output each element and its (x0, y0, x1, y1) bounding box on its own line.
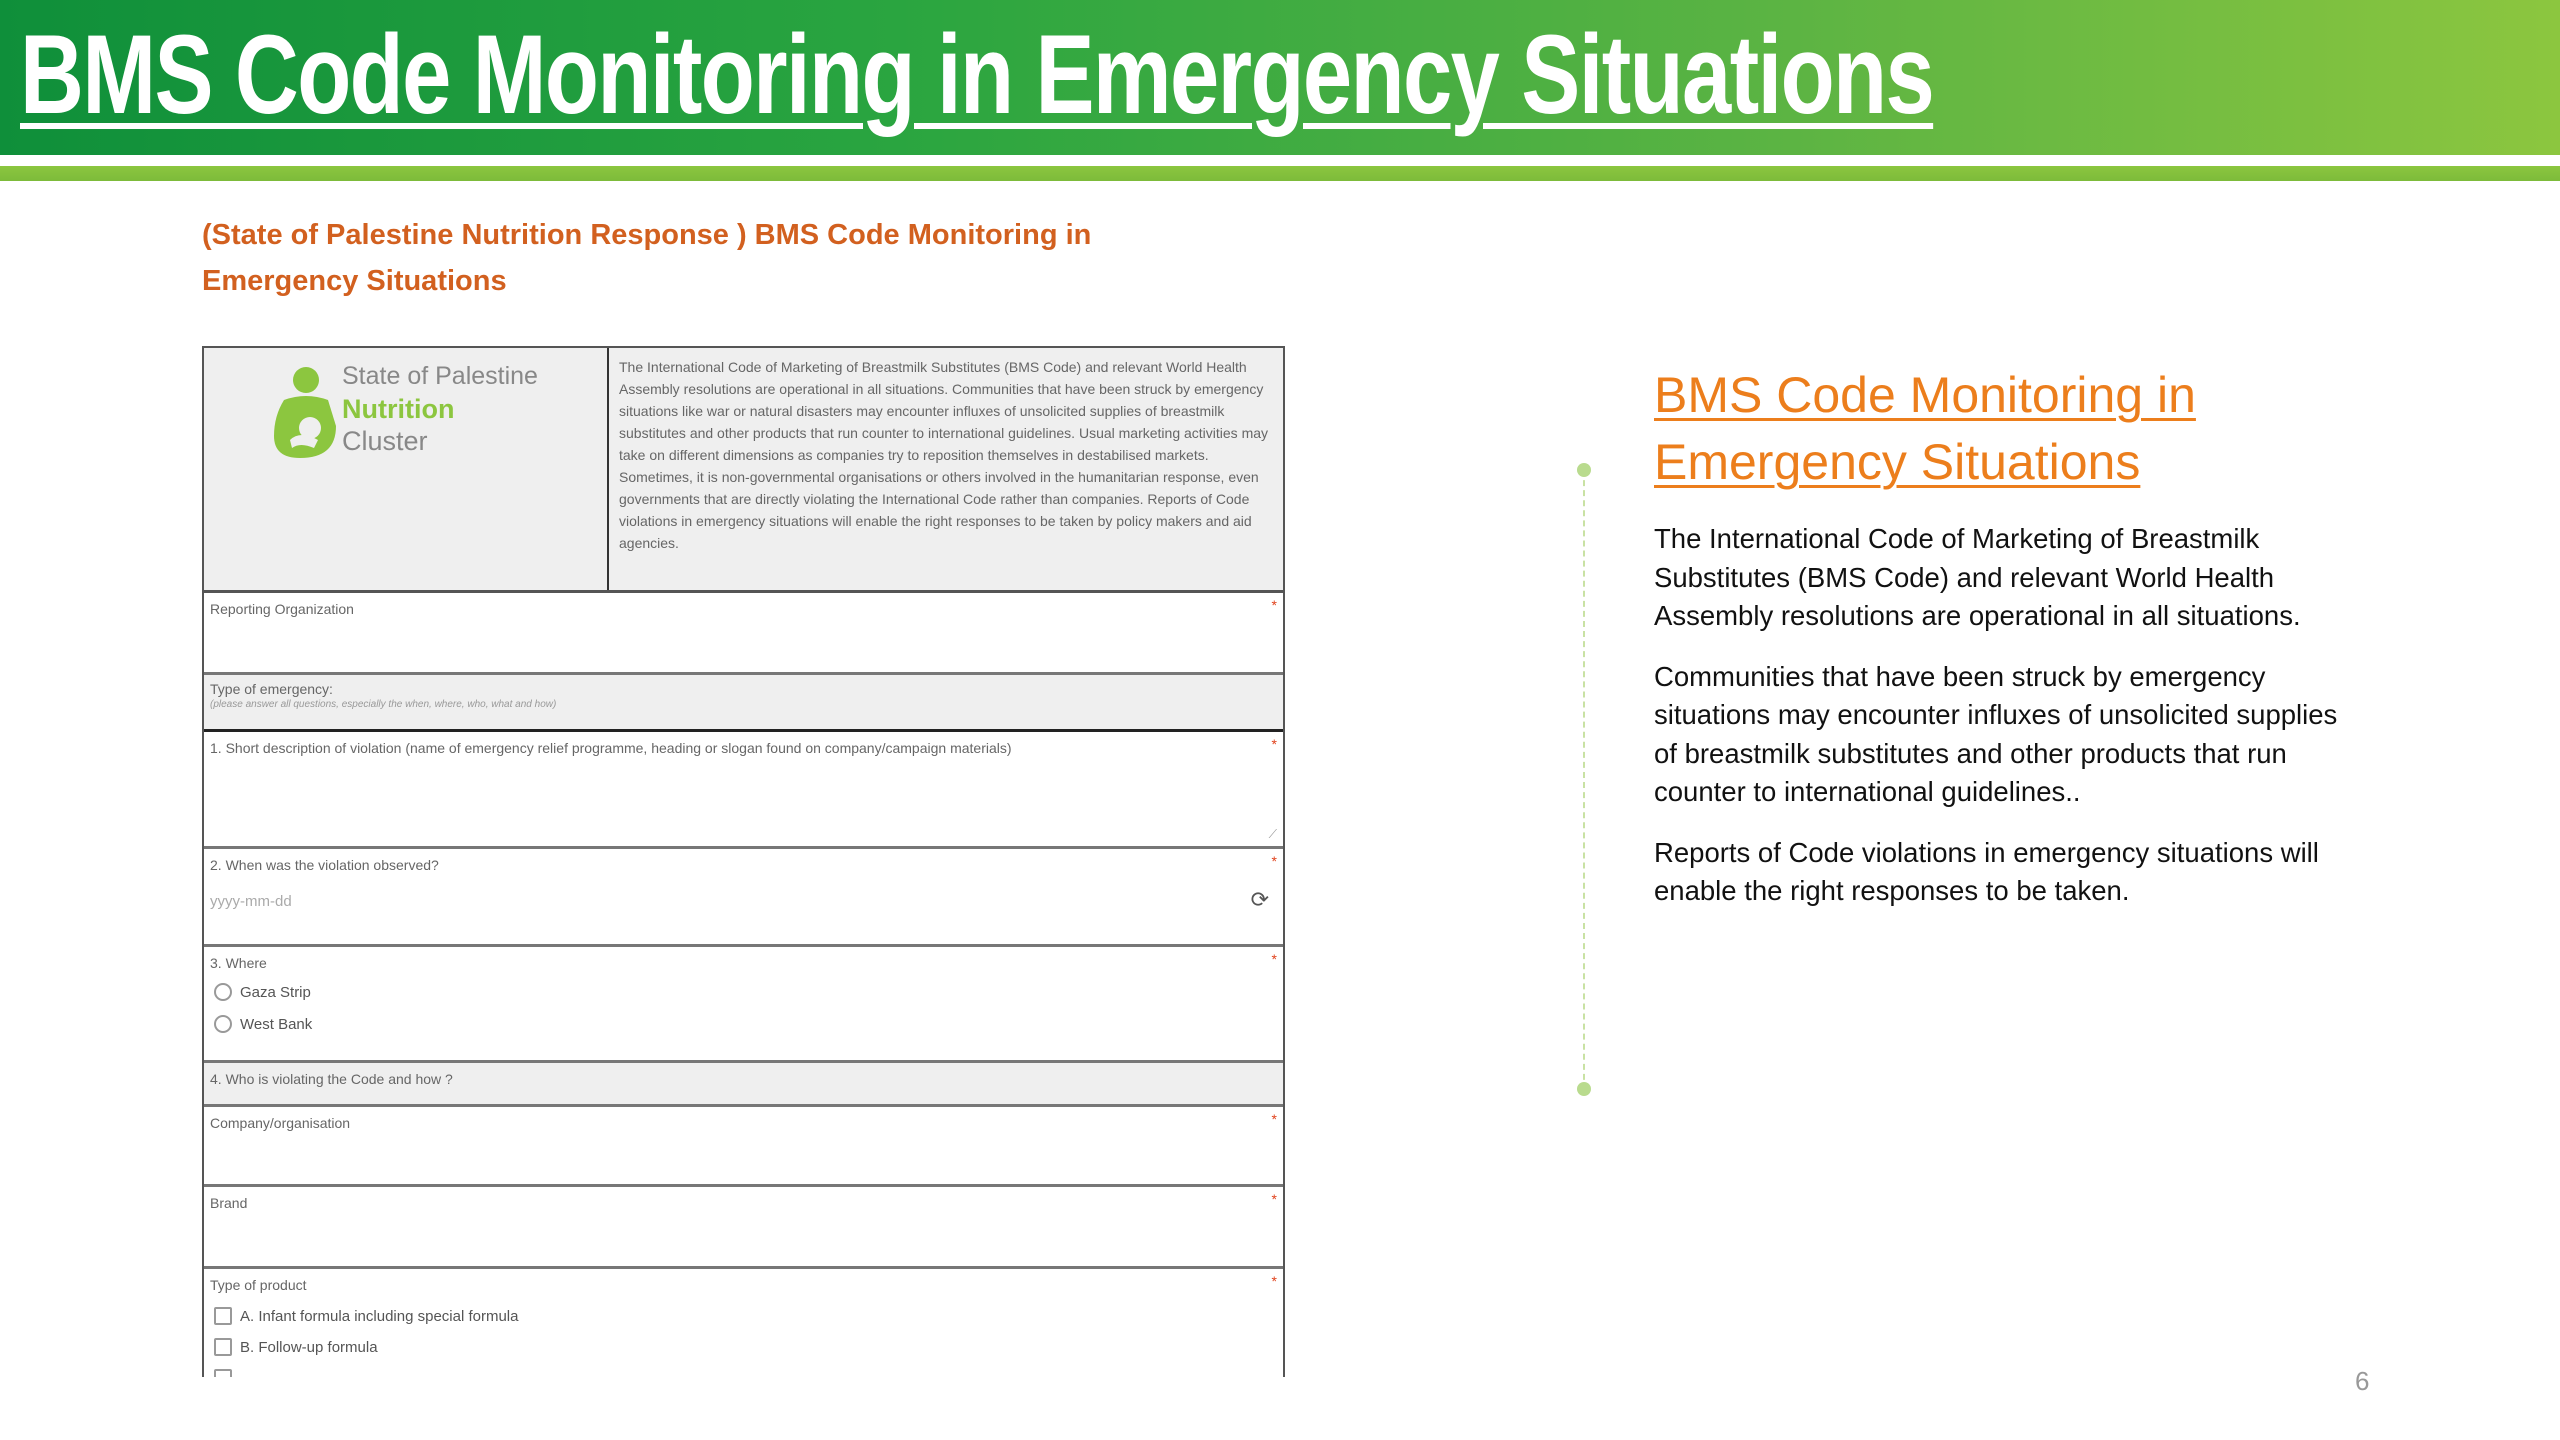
resize-handle-icon[interactable]: ⟋ (1268, 827, 1277, 841)
emergency-type-section (204, 675, 1283, 732)
reporting-organization-field[interactable] (204, 593, 1283, 675)
required-marker: * (1271, 597, 1277, 613)
option-label: Gaza Strip (240, 983, 311, 1001)
product-type-field (204, 1269, 1283, 1377)
required-marker: * (1271, 1111, 1277, 1127)
section-hint: (please answer all questions, especially the when, where, who, what and how) (210, 699, 557, 710)
field-label: 1. Short description of violation (name of emergency relief programme, heading or slogan found on company/campaign materials) (210, 740, 1012, 756)
checkbox-partial[interactable] (214, 1369, 232, 1377)
monitoring-form-screenshot (202, 346, 1285, 1377)
logo-text: Cluster (342, 426, 428, 456)
section-body (1654, 520, 2344, 933)
section-label: 4. Who is violating the Code and how ? (210, 1071, 453, 1087)
section-heading: BMS Code Monitoring in Emergency Situations (1654, 367, 2196, 490)
company-field[interactable] (204, 1107, 1283, 1187)
violation-description-textarea[interactable] (204, 732, 1283, 849)
timeline-dot (1577, 1082, 1591, 1096)
refresh-icon[interactable]: ⟳ (1250, 887, 1269, 912)
checkbox-infant-formula[interactable] (214, 1307, 518, 1325)
slide-title: BMS Code Monitoring in Emergency Situations (20, 12, 1934, 137)
section-label: Type of emergency: (210, 681, 333, 697)
field-label: Reporting Organization (210, 601, 354, 617)
checkbox-icon[interactable] (214, 1369, 232, 1377)
where-field (204, 947, 1283, 1063)
date-placeholder: yyyy-mm-dd (210, 893, 292, 910)
required-marker: * (1271, 951, 1277, 967)
logo-text: State of Palestine (342, 362, 538, 390)
required-marker: * (1271, 736, 1277, 752)
divider-green (0, 166, 2560, 181)
field-label: Brand (210, 1195, 248, 1211)
who-violating-section (204, 1063, 1283, 1107)
checkbox-follow-up-formula[interactable] (214, 1338, 378, 1356)
field-label: Type of product (210, 1277, 307, 1293)
timeline-line (1583, 470, 1585, 1090)
radio-gaza-strip[interactable] (214, 983, 311, 1001)
brand-field[interactable] (204, 1187, 1283, 1269)
paragraph: The International Code of Marketing of Breastmilk Substitutes (BMS Code) and relevant World Health Assembly resolutions are operational in all situations. (1654, 523, 2301, 631)
form-intro-text: The International Code of Marketing of Breastmilk Substitutes (BMS Code) and relevant World Health Assembly resolutions are operational in all situations. Communities that have been struck by emergency situations like war or natural disasters may encounter influxes of unsolicited supplies of breastmilk substitutes and other products that run counter to international guidelines. Usual marketing activities may take on different dimensions as companies try to reposition themselves in destabilised markets. Sometimes, it is non-governmental organisations or others involved in the humanitarian response, even governments that are directly violating the International Code rather than companies. Reports of Code violations in emergency situations will enable the right responses to be taken by policy makers and aid agencies. (609, 348, 1283, 590)
form-caption: (State of Palestine Nutrition Response ) BMS Code Monitoring in Emergency Situations (202, 219, 1092, 297)
option-label: A. Infant formula including special formula (240, 1307, 519, 1325)
nutrition-cluster-logo (204, 348, 609, 590)
violation-date-field[interactable] (204, 849, 1283, 947)
field-label: Company/organisation (210, 1115, 351, 1131)
option-label: West Bank (240, 1015, 313, 1033)
checkbox-icon[interactable] (214, 1338, 232, 1356)
page-number: 6 (2355, 1366, 2370, 1396)
field-label: 2. When was the violation observed? (210, 857, 439, 873)
option-label: B. Follow-up formula (240, 1338, 378, 1356)
radio-west-bank[interactable] (214, 1015, 312, 1033)
title-banner (0, 0, 2560, 155)
logo-text: Nutrition (342, 394, 455, 424)
required-marker: * (1271, 853, 1277, 869)
paragraph: Communities that have been struck by emergency situations may encounter influxes of unsolicited supplies of breastmilk substitutes and other products that run counter to international guidelines.. (1654, 660, 2338, 807)
radio-icon[interactable] (214, 983, 232, 1001)
timeline-dot (1577, 463, 1591, 477)
required-marker: * (1271, 1273, 1277, 1289)
required-marker: * (1271, 1191, 1277, 1207)
mother-child-icon (270, 366, 342, 462)
paragraph: Reports of Code violations in emergency situations will enable the right responses to be taken. (1654, 836, 2319, 906)
field-label: 3. Where (210, 955, 267, 971)
form-header (204, 348, 1283, 593)
checkbox-icon[interactable] (214, 1307, 232, 1325)
radio-icon[interactable] (214, 1015, 232, 1033)
